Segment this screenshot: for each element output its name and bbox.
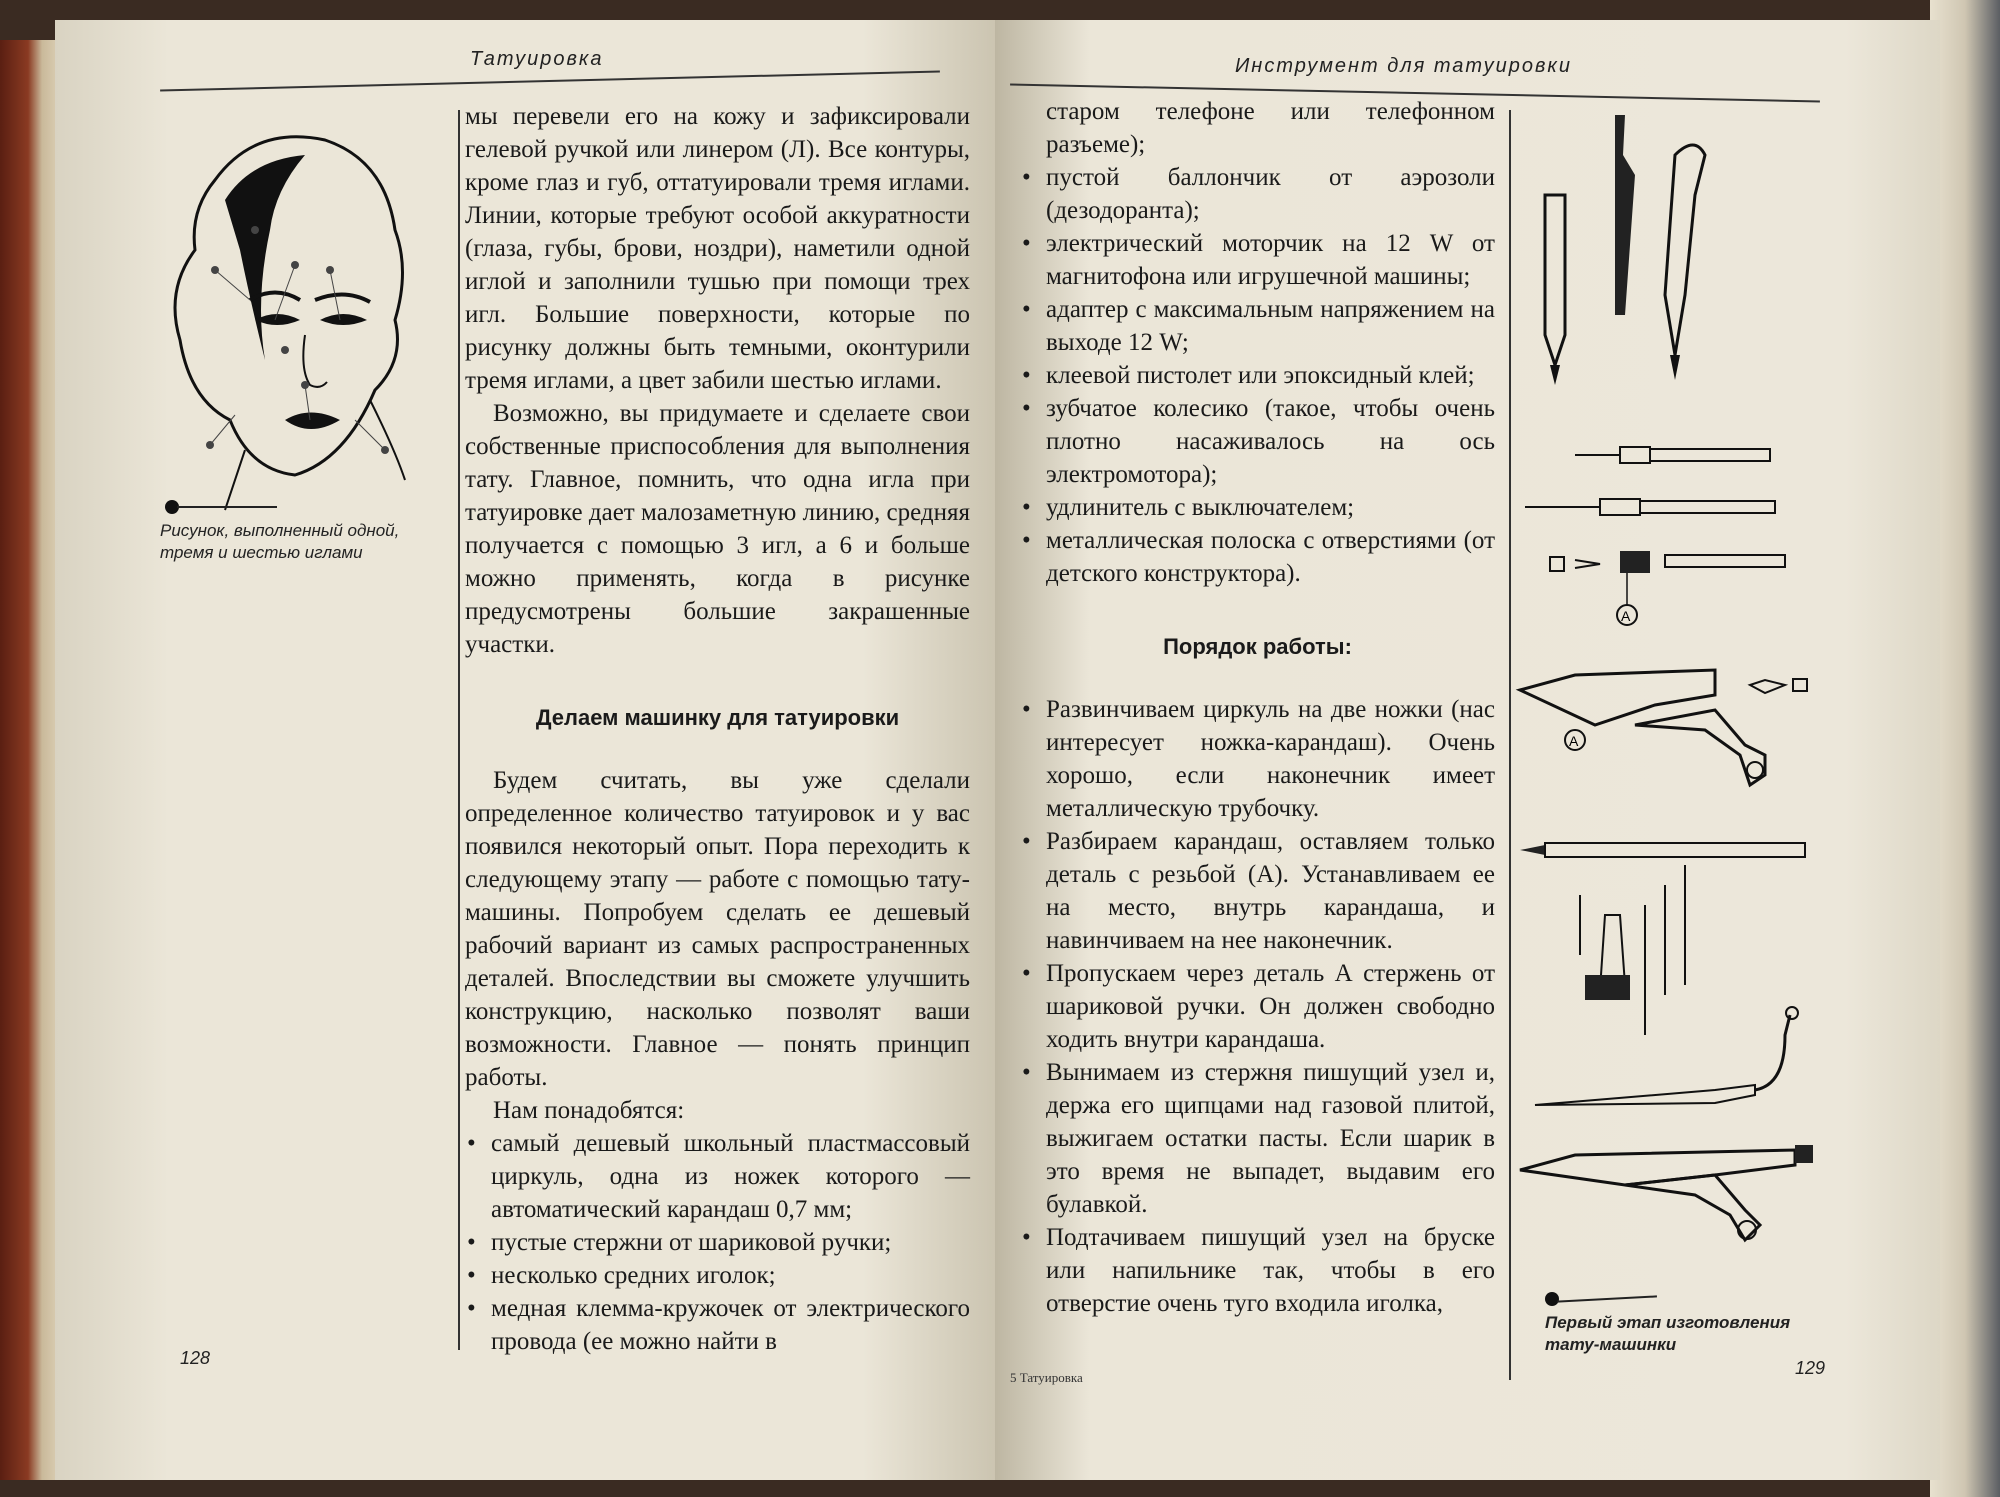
caption-marker-line [177, 506, 277, 508]
caption-marker-line [1557, 1295, 1657, 1302]
paragraph: мы перевели его на кожу и зафиксировали гелевой ручкой или линером (Л). Все контуры, кроме глаз и губ, оттатуировали тремя иглами. Линии, которые требуют особой аккуратности (глаза, губы, брови, ноздри), наметили одной иглой и заполнили тушью при помощи трех игл. Большие поверхности, которые по рисунку должны быть темными, оконтурили тремя иглами, а цвет забили шестью иглами. [465, 103, 970, 394]
list-item: • зубчатое колесико (такое, чтобы очень плотно насаживалось на ось электромотора); [1020, 392, 1495, 491]
list-item: • самый дешевый школьный пластмассовый циркуль, одна из ножек которого — автоматический карандаш 0,7 мм; [465, 1127, 970, 1226]
left-text-column [465, 100, 970, 1358]
materials-list [465, 1127, 970, 1358]
list-item: • клеевой пистолет или эпоксидный клей; [1020, 359, 1495, 392]
list-item: • медная клемма-кружочек от электрического провода (ее можно найти в [465, 1292, 970, 1358]
list-item: • электрический моторчик на 12 W от магнитофона или игрушечной машины; [1020, 227, 1495, 293]
list-item: • металлическая полоска с отверстиями (от детского конструктора). [1020, 524, 1495, 590]
list-intro: Нам понадобятся: [493, 1097, 685, 1124]
running-head-right: Инструмент для татуировки [1235, 55, 1572, 77]
list-item: • несколько средних иголок; [465, 1259, 970, 1292]
list-item: • пустой баллончик от аэрозоли (дезодоранта); [1020, 161, 1495, 227]
tattoo-machine-diagram [1515, 115, 1925, 1275]
materials-list-continued [1020, 95, 1495, 590]
label-a: A [1569, 733, 1579, 749]
figure-caption-left: Рисунок, выполненный одной, тремя и шестью иглами [160, 521, 400, 562]
section-heading: Порядок работы: [1163, 634, 1352, 659]
left-page [55, 20, 1005, 1480]
step-item: • Разбираем карандаш, оставляем только деталь с резьбой (А). Устанавливаем ее на место, внутрь карандаша, и навинчиваем на нее наконечник. [1020, 825, 1495, 957]
right-text-column [1020, 95, 1495, 1320]
caption-marker [1545, 1292, 1559, 1306]
face-illustration [155, 120, 445, 520]
label-a: A [1621, 608, 1631, 624]
list-item: старом телефоне или телефонном разъеме); [1046, 98, 1495, 158]
list-item: • пустые стержни от шариковой ручки; [465, 1226, 970, 1259]
steps-list [1020, 693, 1495, 1320]
step-item: • Развинчиваем циркуль на две ножки (нас интересует ножка-карандаш). Очень хорошо, если наконечник имеет металлическую трубочку. [1020, 693, 1495, 825]
figure-caption-right: Первый этап изготовления тату-машинки [1545, 1313, 1791, 1354]
signature-mark: 5 Татуировка [1010, 1370, 1083, 1385]
step-item: • Пропускаем через деталь А стержень от шариковой ручки. Он должен свободно ходить внутри карандаша. [1020, 957, 1495, 1056]
section-heading: Делаем машинку для татуировки [535, 705, 900, 730]
column-rule [1509, 110, 1511, 1380]
column-rule [458, 110, 460, 1350]
book-edge-right [1930, 0, 2000, 1497]
list-item: • удлинитель с выключателем; [1020, 491, 1495, 524]
page-number-left: 128 [180, 1348, 211, 1368]
step-item: • Вынимаем из стержня пишущий узел и, держа его щипцами над газовой плитой, выжигаем остатки пасты. Если шарик в это время не выпадет, выдавим его булавкой. [1020, 1056, 1495, 1221]
running-head-left: Татуировка [470, 48, 604, 70]
header-rule [160, 70, 940, 91]
list-item: • адаптер с максимальным напряжением на выходе 12 W; [1020, 293, 1495, 359]
paragraph: Возможно, вы придумаете и сделаете свои собственные приспособления для выполнения тату. Главное, помнить, что одна игла при татуировке дает малозаметную линию, средняя получается с помощью 3 игл, а 6 и больше можно применять, когда в рисунке предусмотрены большие закрашенные участки. [465, 400, 970, 658]
paragraph: Будем считать, вы уже сделали определенное количество татуировок и у вас появился некоторый опыт. Пора переходить к следующему этапу — работе с помощью тату-машины. Попробуем сделать ее дешевый рабочий вариант из самых распространенных деталей. Впоследствии вы сможете улучшить конструкцию, насколько позволят ваши возможности. Главное — понять принцип работы. [465, 767, 970, 1091]
step-item: • Подтачиваем пишущий узел на бруске или напильнике так, чтобы в его отверстие очень туго входила иголка, [1020, 1221, 1495, 1320]
right-page [995, 20, 1940, 1480]
page-number-right: 129 [1795, 1358, 1826, 1378]
